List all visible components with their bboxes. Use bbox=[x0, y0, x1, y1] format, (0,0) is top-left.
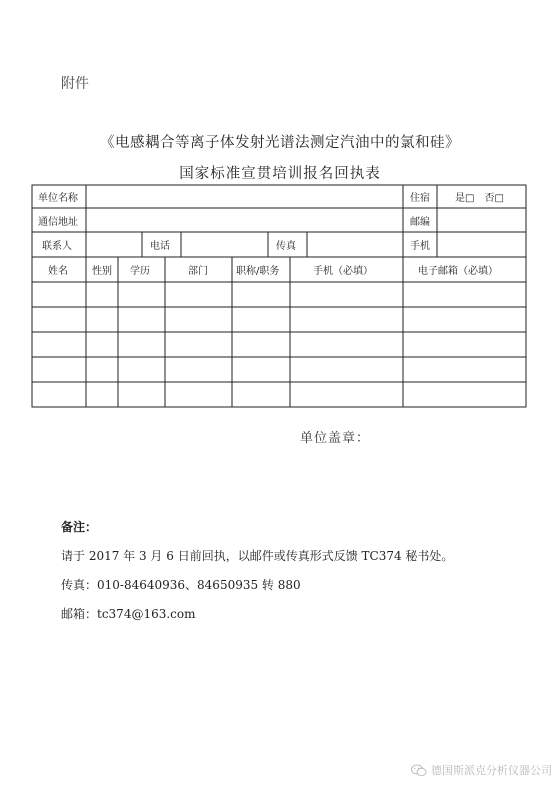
col-mobile: 手机（必填） bbox=[313, 266, 373, 277]
note-fax: 传真：010-84640936、84650935 转 880 bbox=[61, 578, 301, 592]
lodging-label: 住宿 bbox=[410, 193, 430, 204]
mobile-label: 手机 bbox=[410, 241, 430, 252]
col-department: 部门 bbox=[188, 266, 208, 277]
unit-name-label: 单位名称 bbox=[38, 193, 78, 204]
unit-seal-label: 单位盖章： bbox=[300, 431, 371, 446]
col-name: 姓名 bbox=[48, 266, 68, 277]
postcode-label: 邮编 bbox=[410, 217, 430, 228]
document-title: 《电感耦合等离子体发射光谱法测定汽油中的氯和硅》 bbox=[100, 135, 460, 151]
fax-label: 传真 bbox=[276, 241, 296, 252]
form-border bbox=[32, 185, 526, 407]
attachment-label: 附件 bbox=[61, 76, 89, 92]
note-deadline: 请于 2017 年 3 月 6 日前回执，以邮件或传真形式反馈 TC374 秘书处。 bbox=[61, 549, 454, 563]
col-title: 职称/职务 bbox=[236, 266, 280, 277]
col-education: 学历 bbox=[130, 266, 150, 277]
notes-title: 备注： bbox=[61, 520, 98, 534]
document-subtitle: 国家标准宣贯培训报名回执表 bbox=[179, 166, 381, 182]
wechat-icon bbox=[411, 764, 427, 777]
col-gender: 性别 bbox=[92, 266, 112, 277]
lodging-options[interactable]: 是□ 否□ bbox=[455, 193, 504, 204]
watermark-text: 德国斯派克分析仪器公司 bbox=[431, 764, 552, 777]
phone-label: 电话 bbox=[150, 241, 170, 252]
watermark bbox=[411, 762, 552, 778]
col-email: 电子邮箱（必填） bbox=[418, 266, 498, 277]
address-label: 通信地址 bbox=[38, 217, 78, 228]
contact-label: 联系人 bbox=[42, 241, 72, 252]
note-email: 邮箱：tc374@163.com bbox=[61, 607, 196, 621]
